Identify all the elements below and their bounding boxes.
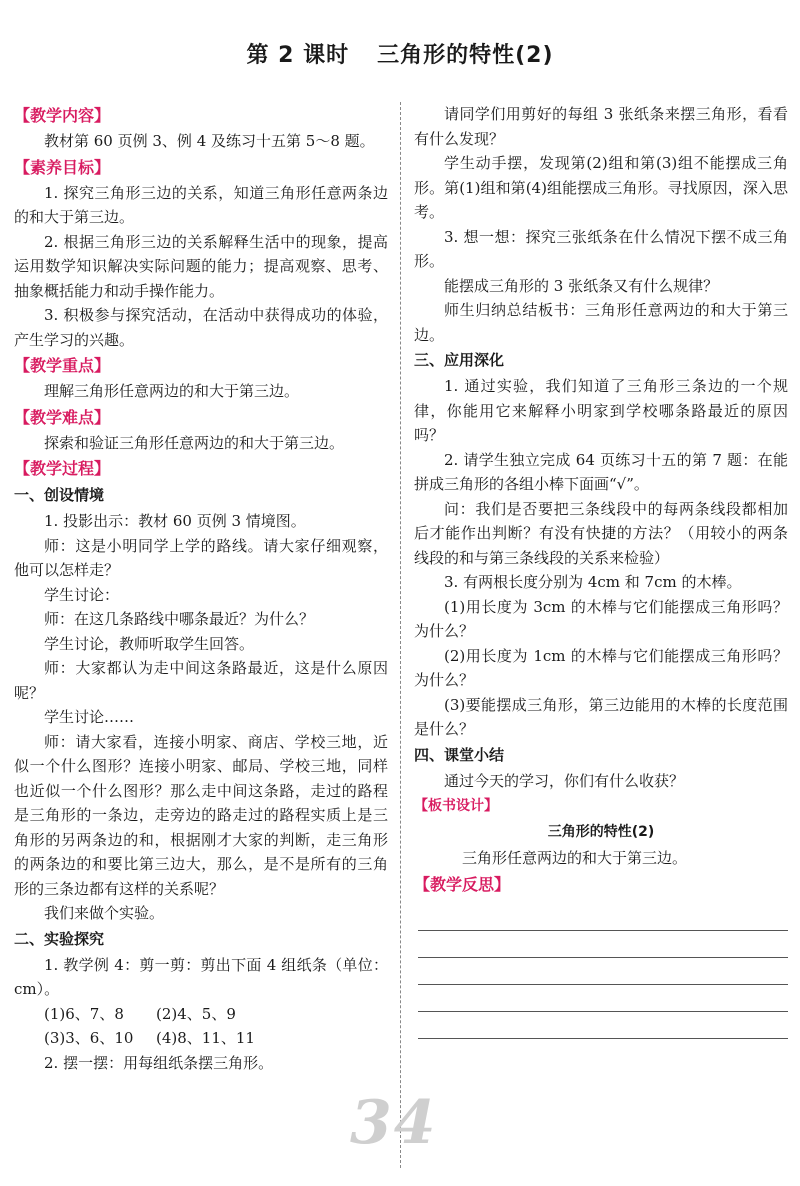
paragraph: (2)用长度为 1cm 的木棒与它们能摆成三角形吗？为什么？ [414,646,788,689]
writing-line [418,958,788,985]
paragraph: 师：在这几条路线中哪条最近？为什么？ [44,610,315,628]
difficulty-tag: 【教学难点】 [14,407,111,427]
paragraph: 请同学们用剪好的每组 3 张纸条来摆三角形，看看有什么发现？ [414,105,788,148]
paragraph: 2. 摆一摆：用每组纸条摆三角形。 [44,1053,274,1072]
paragraph: 学生讨论，教师听取学生回答。 [44,634,255,653]
lesson-number: 第 2 课时 [246,43,350,68]
writing-line [418,985,788,1012]
section-heading-2: 二、实验探究 [14,929,105,948]
key-point-tag: 【教学重点】 [14,356,111,375]
paragraph: 3. 想一想：探究三张纸条在什么情况下摆不成三角形。 [414,227,788,270]
writing-line [418,1012,788,1039]
paragraph: 师：大家都认为走中间这条路最近，这是什么原因呢？ [14,659,388,702]
section-heading-3: 三、应用深化 [414,351,505,369]
paragraph: 2. 请学生独立完成 64 页练习十五的第 7 题：在能拼成三角形的各组小棒下面画“√”。 [414,450,788,493]
page-number: 34 [350,1088,438,1158]
paragraph: 师：这是小明同学上学的路线。请大家仔细观察，他可以怎样走？ [14,536,388,579]
writing-line [418,904,788,931]
board-design-tag: 【板书设计】 [414,798,498,814]
paragraph: (1)用长度为 3cm 的木棒与它们能摆成三角形吗？为什么？ [414,597,788,640]
teaching-content-text: 教材第 60 页例 3、例 4 及练习十五第 5～8 题。 [44,132,375,150]
difficulty-text: 探索和验证三角形任意两边的和大于第三边。 [44,433,345,452]
key-point-text: 理解三角形任意两边的和大于第三边。 [44,382,300,400]
lesson-topic: 三角形的特性(2) [377,43,554,68]
page-title [0,38,800,69]
paper-group: (4)8、11、11 [156,1029,255,1047]
writing-line [418,931,788,958]
section-heading-4: 四、课堂小结 [414,745,505,764]
paragraph: 问：我们是否要把三条线段中的每两条线段都相加后才能作出判断？有没有快捷的方法？（用较小的两条线段的和与第三条线段的关系来检验） [414,499,788,567]
right-column [414,102,788,1039]
paper-group: (1)6、7、8 [44,1004,124,1023]
paragraph: (3)要能摆成三角形，第三边能用的木棒的长度范围是什么？ [414,695,788,738]
paper-groups-row [14,1026,388,1051]
paragraph: 学生讨论： [44,585,120,604]
paragraph: 1. 投影出示：教材 60 页例 3 情境图。 [44,512,306,530]
goal-item: 3. 积极参与探究活动，在活动中获得成功的体验，产生学习的兴趣。 [14,306,388,349]
literacy-goals-tag: 【素养目标】 [14,157,111,177]
paper-group: (3)3、6、10 [44,1029,134,1047]
paragraph: 能摆成三角形的 3 张纸条又有什么规律？ [444,276,719,295]
board-title: 三角形的特性(2) [547,824,655,840]
teaching-reflection-tag: 【教学反思】 [414,875,511,894]
section-heading-1: 一、创设情境 [14,486,105,504]
paragraph: 学生讨论…… [44,708,135,726]
reflection-writing-area [414,904,788,1039]
paper-group: (2)4、5、9 [156,1004,236,1023]
paragraph: 师生归纳总结板书：三角形任意两边的和大于第三边。 [414,301,788,344]
paragraph: 我们来做个实验。 [44,904,165,922]
paper-groups-row [14,1002,388,1027]
left-column [14,102,388,1075]
teaching-process-tag: 【教学过程】 [14,459,111,478]
paragraph: 1. 通过实验，我们知道了三角形三条边的一个规律，你能用它来解释小明家到学校哪条路最近的原因吗？ [414,377,788,444]
paragraph: 3. 有两根长度分别为 4cm 和 7cm 的木棒。 [444,573,742,591]
board-text: 三角形任意两边的和大于第三边。 [462,849,688,867]
teaching-content-tag: 【教学内容】 [14,106,111,125]
paragraph: 师：请大家看，连接小明家、商店、学校三地，近似一个什么图形？连接小明家、邮局、学校三地，同样也近似一个什么图形？那么走中间这条路，走过的路程是三角形的一条边，走旁边的路走过的路程实质上是三角形的另两条边的和，根据刚才大家的判断，走三角形的两条边的和要比第三边大，那么，是不是所有的三角形的三条边都有这样的关系呢？ [14,732,388,898]
goal-item: 1. 探究三角形三边的关系，知道三角形任意两条边的和大于第三边。 [14,183,388,226]
column-divider [400,102,401,1168]
paragraph: 1. 教学例 4：剪一剪：剪出下面 4 组纸条（单位：cm）。 [14,955,388,998]
paragraph: 学生动手摆，发现第(2)组和第(3)组不能摆成三角形。第(1)组和第(4)组能摆成三角形。寻找原因，深入思考。 [414,154,788,221]
goal-item: 2. 根据三角形三边的关系解释生活中的现象，提高运用数学知识解决实际问题的能力；提高观察、思考、抽象概括能力和动手操作能力。 [14,232,388,300]
paragraph: 通过今天的学习，你们有什么收获？ [444,771,685,790]
